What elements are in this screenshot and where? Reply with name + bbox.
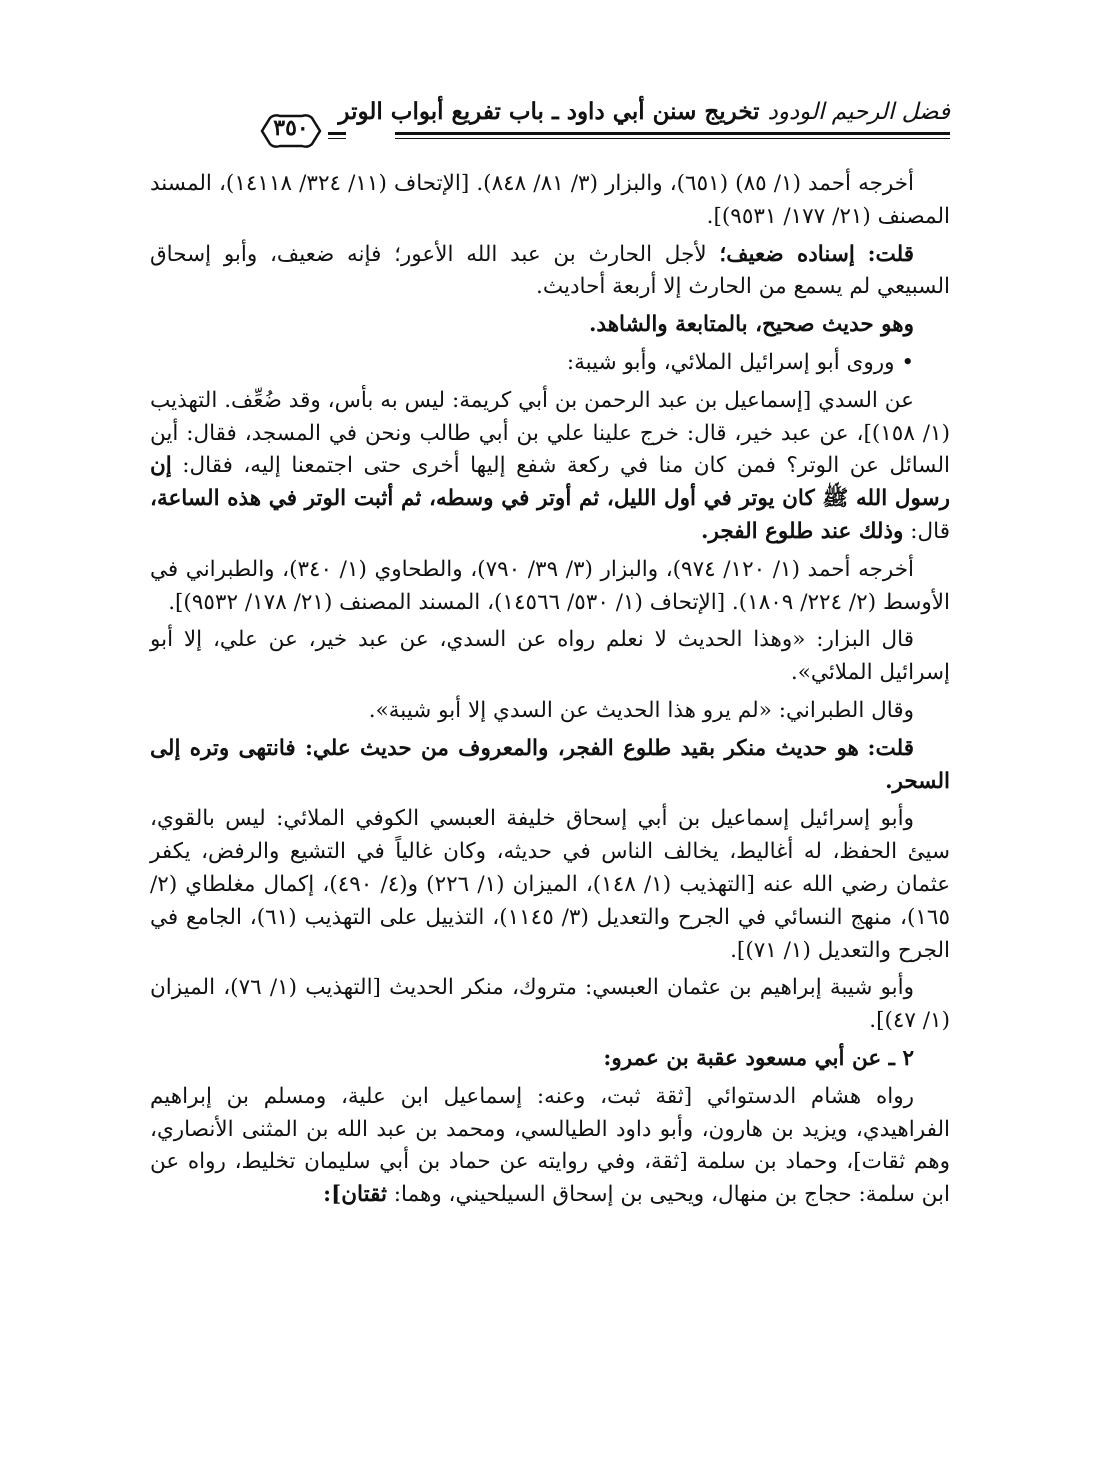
paragraph-5-middle: قال: — [910, 518, 950, 544]
header-rule-left — [328, 132, 346, 139]
paragraph-11: وأبو شيبة إبراهيم بن عثمان العبسي: متروك، منكر الحديث [التهذيب (١/ ٧٦)، الميزان (١/ ٤٧)]. — [150, 975, 950, 1034]
paragraph-5-bold-1: إن رسول الله ﷺ كان يوتر في أول الليل، ثم أوتر في وسطه، ثم أثبت الوتر في هذه الساعة، — [150, 453, 950, 512]
paragraph-2-rest: لأجل الحارث بن عبد الله الأعور؛ فإنه ضعيف، وأبو إسحاق السبيعي لم يسمع من الحارث إلا أربعة أحاديث. — [150, 241, 950, 300]
paragraph-8: وقال الطبراني: «لم يرو هذا الحديث عن السدي إلا أبو شيبة». — [368, 697, 914, 723]
paragraph-13 — [150, 1081, 950, 1212]
paragraph-6: أخرجه أحمد (١/ ١٢٠/ ٩٧٤)، والبزار (٣/ ٣٩/ ٧٩٠)، والطحاوي (١/ ٣٤٠)، والطبراني في الأوسط (٢/ ٢٢٤/ ١٨٠٩). [الإتحاف (١/ ٥٣٠/ ١٤٥٦٦)، المسند المصنف (٢١/ ١٧٨/ ٩٥٣٢)]. — [150, 556, 950, 615]
paragraph-2 — [150, 239, 950, 305]
paragraph-3-bold: وهو حديث صحيح، بالمتابعة والشاهد. — [588, 312, 914, 338]
page-header — [150, 98, 950, 150]
paragraph-9-lead: قلت: — [867, 735, 914, 761]
paragraph-10: وأبو إسرائيل إسماعيل بن أبي إسحاق خليفة العبسي الكوفي الملائي: ليس بالقوي، سيئ الحفظ، له أغاليط، يخالف الناس في حديثه، وكان غالياً في التشيع والرفض، يكفر عثمان رضي الله عنه [التهذيب (١/ ١٤٨)، الميزان (١/ ٢٢٦) و(٤/ ٤٩٠)، إكمال مغلطاي (٢/ ١٦٥)، منهج النسائي في الجرح والتعديل (٣/ ١١٤٥)، التذييل على التهذيب (٦١)، الجامع في الجرح والتعديل (١/ ٧١)]. — [150, 806, 951, 963]
running-title — [338, 98, 950, 125]
paragraph-3 — [150, 309, 950, 342]
page-number-badge — [254, 112, 328, 150]
page-number: ٣٥٠ — [273, 115, 309, 141]
paragraph-7: قال البزار: «وهذا الحديث لا نعلم رواه عن السدي، عن عبد خير، عن علي، إلا أبو إسرائيل الملائي». — [150, 627, 950, 686]
paragraph-12-heading — [150, 1043, 950, 1076]
paragraph-4-bullet: • وروى أبو إسرائيل الملائي، وأبو شيبة: — [566, 349, 914, 375]
paragraph-5 — [150, 385, 950, 549]
paragraph-2-lead: قلت: — [867, 241, 915, 267]
paragraph-9 — [150, 733, 950, 799]
paragraph-9-bold: هو حديث منكر بقيد طلوع الفجر، والمعروف من حديث علي: فانتهى وتره إلى السحر. — [150, 735, 950, 794]
paragraph-1: أخرجه أحمد (١/ ٨٥) (٦٥١)، والبزار (٣/ ٨١/ ٨٤٨). [الإتحاف (١١/ ٣٢٤/ ١٤١١٨)، المسند المصنف (٢١/ ١٧٧/ ٩٥٣١)]. — [150, 171, 950, 229]
paragraph-2-bold: إسناده ضعيف؛ — [719, 241, 855, 267]
paragraph-5-bold-2: وذلك عند طلوع الفجر. — [700, 518, 904, 544]
chapter-title: تخريج سنن أبي داود ـ باب تفريع أبواب الوتر — [338, 98, 760, 125]
book-title: فضل الرحيم الودود — [767, 99, 950, 125]
paragraph-13-bold: ثقتان]: — [323, 1182, 387, 1208]
paragraph-13-start: رواه هشام الدستوائي [ثقة ثبت، وعنه: إسماعيل ابن علية، ومسلم بن إبراهيم الفراهيدي، ويزيد بن هارون، وأبو داود الطيالسي، ومحمد بن عبد الله بن المثنى الأنصاري، وهم ثقات]، وحماد بن سلمة [ثقة، وفي روايته عن حماد بن أبي سليمان تخليط، رواه عن ابن سلمة: حجاج بن منهال، ويحيى بن إسحاق السيلحيني، وهما: — [150, 1083, 950, 1208]
header-rule-right — [395, 132, 950, 139]
page-body — [150, 168, 950, 1217]
section-heading: ٢ ـ عن أبي مسعود عقبة بن عمرو: — [603, 1045, 914, 1071]
paragraph-5-start: عن السدي [إسماعيل بن عبد الرحمن بن أبي كريمة: ليس به بأس، وقد ضُعِّف. التهذيب (١/ ١٥٨)]، عن عبد خير، قال: خرج علينا علي بن أبي طالب ونحن في المسجد، فقال: أين السائل عن الوتر؟ فمن كان منا في ركعة شفع إليها أخرى حتى اجتمعنا إليه، فقال: — [150, 387, 950, 479]
